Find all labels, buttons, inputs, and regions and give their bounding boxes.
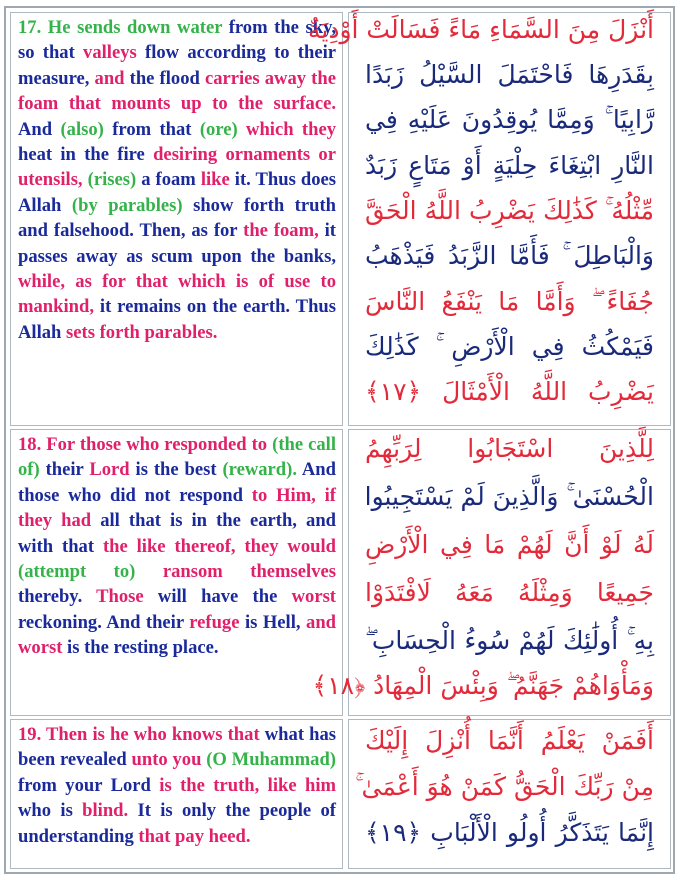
translation-segment: It is only the people of understanding: [18, 800, 337, 847]
translation-segment: and worst: [18, 611, 336, 659]
arabic-line: النَّارِ ابْتِغَاءَ حِلْيَةٍ أَوْ مَتَاعٍ زَبَدٌ: [365, 151, 654, 180]
translation-segment: while, as for that which is of use to mankind,: [18, 271, 336, 318]
arabic-line: لَهُ لَوْ أَنَّ لَهُمْ مَا فِي الْأَرْضِ: [365, 530, 654, 559]
translation-segment: which they: [237, 118, 336, 140]
translation-segment: sets forth parables.: [66, 321, 218, 343]
translation-segment: Lord: [89, 459, 130, 481]
translation-segment: from the sky, so that: [18, 17, 336, 64]
translation-segment: (ore): [199, 118, 238, 140]
translation-segment: is the resting place.: [62, 637, 219, 659]
arabic-line: أَفَمَنْ يَعْلَمُ أَنَّمَا أُنْزِلَ إِلَيْكَ: [365, 726, 654, 755]
translation-cell-17: [10, 12, 343, 426]
translation-segment: respond: [179, 484, 243, 506]
translation-segment: the foam,: [243, 220, 319, 242]
translation-segment: heat: [18, 144, 53, 166]
arabic-line: بِقَدَرِهَا فَاحْتَمَلَ السَّيْلُ زَبَدًا: [365, 60, 654, 89]
arabic-line: رَّابِيًا ۚ وَمِمَّا يُوقِدُونَ عَلَيْهِ فِي: [365, 105, 654, 134]
arabic-line: وَمَأْوَاهُمْ جَهَنَّمُ ۖ وَبِئْسَ الْمِهَادُ ﴿١٨﴾: [312, 671, 654, 700]
translation-segment: their: [39, 459, 90, 481]
translation-segment: is the truth, like him: [159, 774, 337, 796]
translation-cell-19: [10, 719, 343, 869]
arabic-line: فَيَمْكُثُ فِي الْأَرْضِ ۚ كَذَٰلِكَ: [365, 332, 654, 361]
translation-segment: Those: [96, 586, 144, 608]
arabic-line: جَمِيعًا وَمِثْلَهُ مَعَهُ لَافْتَدَوْا: [365, 578, 654, 607]
translation-segment: from your Lord: [18, 774, 160, 796]
translation-segment: 17. He sends down water: [18, 17, 223, 38]
translation-segment: is Hell,: [239, 611, 307, 633]
arabic-line: لِلَّذِينَ اسْتَجَابُوا لِرَبِّهِمُ: [365, 434, 654, 463]
arabic-line: بِهِ ۚ أُولَٰئِكَ لَهُمْ سُوءُ الْحِسَابِ ۖ: [365, 626, 654, 655]
arabic-line: جُفَاءً ۖ وَأَمَّا مَا يَنْفَعُ النَّاسَ: [365, 287, 654, 316]
translation-segment: to Him,: [242, 484, 316, 506]
translation-cell-18: [10, 429, 343, 716]
translation-segment: all that is in the earth, and with that: [18, 510, 336, 557]
arabic-line: الْحُسْنَىٰ ۚ وَالَّذِينَ لَمْ يَسْتَجِيبُوا: [364, 482, 654, 511]
translation-segment: will have the: [143, 586, 292, 608]
translation-segment: 19. Then is he who knows that: [18, 724, 260, 745]
arabic-line: وَالْبَاطِلَ ۚ فَأَمَّا الزَّبَدُ فَيَذْهَبُ: [365, 241, 654, 270]
translation-segment: the like thereof, they would: [102, 535, 336, 557]
translation-segment: worst: [291, 586, 336, 608]
translation-segment: valleys: [83, 42, 137, 64]
translation-segment: refuge: [189, 611, 240, 633]
verse-table: [4, 6, 675, 874]
arabic-line: مِنْ رَبِّكَ الْحَقُّ كَمَنْ هُوَ أَعْمَىٰ ۚ: [355, 772, 654, 801]
translation-segment: like: [200, 169, 230, 191]
translation-segment: who is: [18, 800, 83, 822]
translation-segment: (O Muhammad): [201, 749, 336, 771]
translation-segment: the flood: [124, 67, 205, 89]
translation-segment: (also): [60, 118, 104, 140]
translation-segment: And: [18, 118, 61, 140]
translation-segment: thereby.: [18, 586, 97, 608]
translation-segment: and: [94, 67, 125, 89]
translation-segment: And those who did not: [18, 459, 336, 506]
translation-segment: (reward).: [222, 459, 297, 481]
translation-segment: blind.: [82, 800, 129, 822]
arabic-line: إِنَّمَا يَتَذَكَّرُ أُولُو الْأَلْبَابِ ﴿١٩﴾: [365, 818, 654, 847]
arabic-cell-19: [348, 719, 671, 869]
translation-segment: a foam: [136, 169, 201, 191]
translation-segment: unto you: [131, 749, 202, 771]
translation-segment: it remains on the earth. Thus Allah: [18, 296, 336, 343]
translation-segment: what has been revealed: [18, 724, 336, 771]
translation-segment: (rises): [82, 169, 137, 191]
translation-segment: (the call of): [18, 434, 337, 481]
translation-segment: (attempt to): [18, 561, 136, 583]
translation-segment: ransom themselves: [135, 561, 336, 583]
translation-segment: carries away the foam that mounts up to the surface.: [18, 67, 336, 115]
arabic-cell-17: [307, 12, 671, 426]
translation-segment: from that: [103, 118, 200, 140]
translation-segment: 18. For those who responded to: [18, 434, 268, 455]
translation-segment: it. Thus does Allah: [18, 169, 336, 216]
arabic-line: أَنْزَلَ مِنَ السَّمَاءِ مَاءً فَسَالَتْ أَوْدِيَةٌ: [307, 15, 654, 44]
translation-segment: reckoning. And their: [18, 611, 190, 633]
arabic-line: يَضْرِبُ اللَّهُ الْأَمْثَالَ ﴿١٧﴾: [365, 377, 654, 406]
translation-segment: is the best: [129, 459, 223, 481]
translation-segment: (by parables): [71, 194, 183, 216]
translation-segment: in the fire: [52, 144, 154, 166]
translation-segment: show forth truth and falsehood. Then, as for: [18, 194, 336, 242]
arabic-line: مِّثْلُهُ ۚ كَذَٰلِكَ يَضْرِبُ اللَّهُ الْحَقَّ: [365, 196, 654, 225]
translation-segment: it passes away as scum upon the banks,: [18, 220, 336, 267]
translation-segment: desiring ornaments or utensils,: [18, 144, 336, 191]
translation-segment: that pay heed.: [138, 825, 251, 847]
translation-segment: flow according to their measure,: [18, 42, 336, 89]
translation-segment: if they had: [18, 484, 336, 532]
